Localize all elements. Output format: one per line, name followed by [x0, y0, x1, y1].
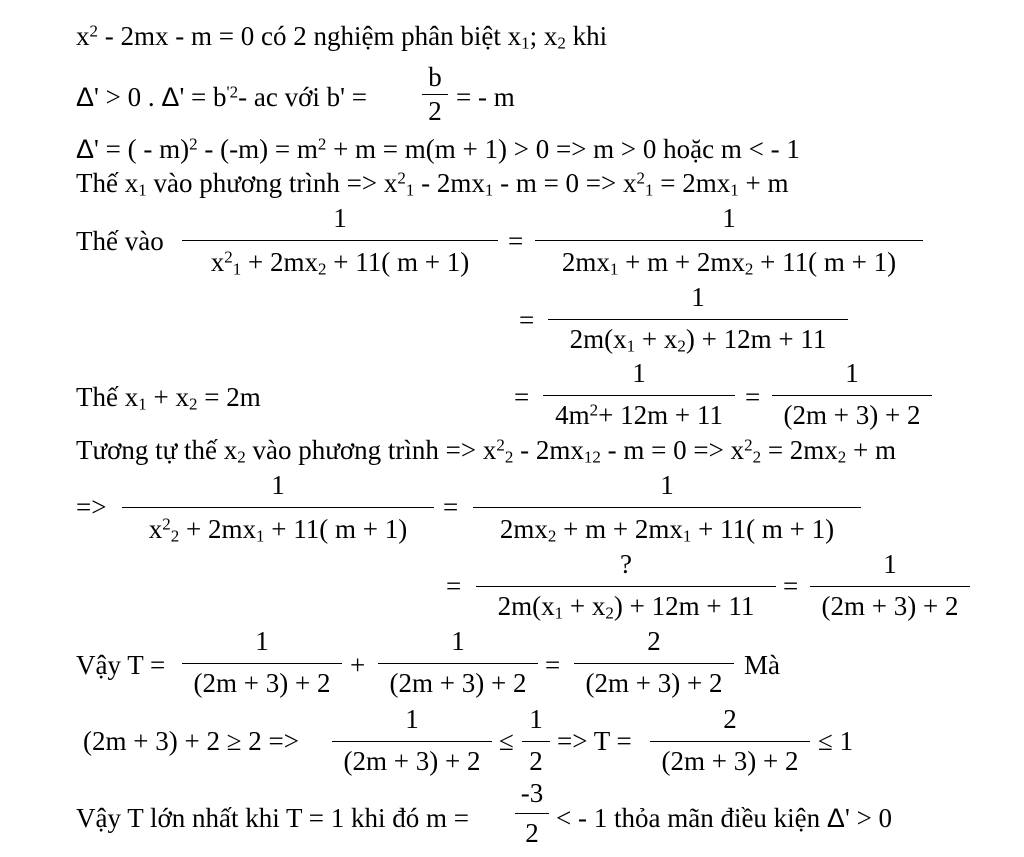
label-the-vao: Thế vào	[76, 226, 164, 256]
delta-symbol: Δ	[161, 82, 180, 112]
fraction-T-term1: 1 (2m + 3) + 2	[182, 628, 342, 700]
fraction-T-total: 2 (2m + 3) + 2	[574, 628, 734, 700]
line-substitute-x1: Thế $x_1$ vào phương trình => $x^2_1 - 2mx_1 - m = 0 => x^2_1 = 2mx_1 + m$	[76, 168, 789, 200]
line-delta-expand: Δ' = ( - $m)^2 - (-m) = m^2 + m = m(m + 1) > 0 => m > 0$ hoặc m < - 1	[76, 134, 800, 164]
fraction-m-value: -3 2	[515, 780, 549, 852]
fraction-simplified: 1 (2m + 3) + 2	[772, 360, 932, 432]
fraction-first: 1 $x^2_1 + 2mx_2 + 11$( m + 1)	[182, 205, 498, 277]
fraction-unknown: ? $2m(x_1 + x_2) + 12m + 11$	[476, 551, 776, 623]
fraction-half: 1 2	[522, 706, 550, 778]
fraction-sum-form: 1 $2m(x_1 + x_2) + 12m + 11$	[548, 284, 848, 356]
fraction-x2-first: 1 $x^2_2 + 2mx_1 + 11$( m + 1)	[122, 472, 434, 544]
line-delta-prime: Δ' > 0 . $\Delta' = b^{'2}-$ ac với b' =	[76, 82, 367, 112]
line-vieta: Thế $x_1 + x_2 = 2m$	[76, 382, 261, 414]
fraction-second: 1 $2mx_1 + m + 2mx_2 + 11$( m + 1)	[535, 205, 923, 277]
fraction-x2-simplified: 1 (2m + 3) + 2	[810, 551, 970, 623]
fraction-quadratic: 1 $4m^2+ 12m + 11$	[543, 360, 735, 432]
fraction-x2-second: 1 $2mx_2 + m + 2mx_1 + 11$( m + 1)	[473, 472, 861, 544]
delta-symbol: Δ	[826, 803, 845, 833]
line-conclusion-tail: < - 1 thỏa mãn điều kiện Δ' > 0	[556, 803, 893, 833]
delta-symbol: Δ	[76, 82, 95, 112]
solution-document: $x^2 - 2mx - m = 0$ có 2 nghiệm phân biệt $x_1$; $x_2$ khi Δ' > 0 . $\Delta' = b^{'2}-$ ac với b' = b 2 = - m Δ' = ( - $m)^2 - (-m) = m^2 + m = m(m + 1) > 0 => m > 0$ hoặc m < - 1 Thế $x_1$ vào phương trình => $x^2_1 - 2mx_1 - m = 0 => x^2_1 = 2mx_1 + m$ Thế vào 1 $x^2_1 + 2mx_2 + 11$( m + 1) = 1 $2mx_1 + m + 2mx_2 + 11$( m + 1) = 1 $2m(x_1 + x_2) + 12m + 11$ Thế $x_1 + x_2 = 2m$ = 1 $4m^2+ 12m + 11$ = 1 (2m + 3) + 2 Tương tự thế $x_2$ vào phương trình => $x^2_2 - 2mx_{12} - m = 0 => x^2_2 = 2mx_2 + m$ => 1 $x^2_2 + 2mx_1 + 11$( m + 1) = 1 $2mx_2 + m + 2mx_1 + 11$( m + 1) = ? $2m(x_1 + x_2) + 12m + 11$ = 1 (2m + 3) + 2 Vậy T = 1 (2m + 3) + 2 + 1 (2m + 3) + 2 = 2 (2m + 3) + 2 Mà (2m + 3) + 2 ≥ 2 => 1 (2m + 3) + 2 ≤ 1 2 => T = 2 (2m + 3) + 2 ≤ 1 Vậy T lớn nhất khi T = 1 khi đó m = -3 2 < - 1 thỏa mãn điều kiện Δ' > 0	[0, 0, 1024, 857]
fraction-T-bound: 2 (2m + 3) + 2	[650, 706, 810, 778]
line-substitute-x2: Tương tự thế $x_2$ vào phương trình => $x^2_2 - 2mx_{12} - m = 0 => x^2_2 = 2mx_2 + m$	[76, 435, 897, 467]
fraction-T-term2: 1 (2m + 3) + 2	[378, 628, 538, 700]
fraction-bound: 1 (2m + 3) + 2	[332, 706, 492, 778]
delta-symbol: Δ	[76, 134, 95, 164]
line-condition: $x^2 - 2mx - m = 0$ có 2 nghiệm phân biệt $x_1$; $x_2$ khi	[76, 21, 608, 53]
fraction-b-over-2: b 2	[422, 64, 448, 126]
